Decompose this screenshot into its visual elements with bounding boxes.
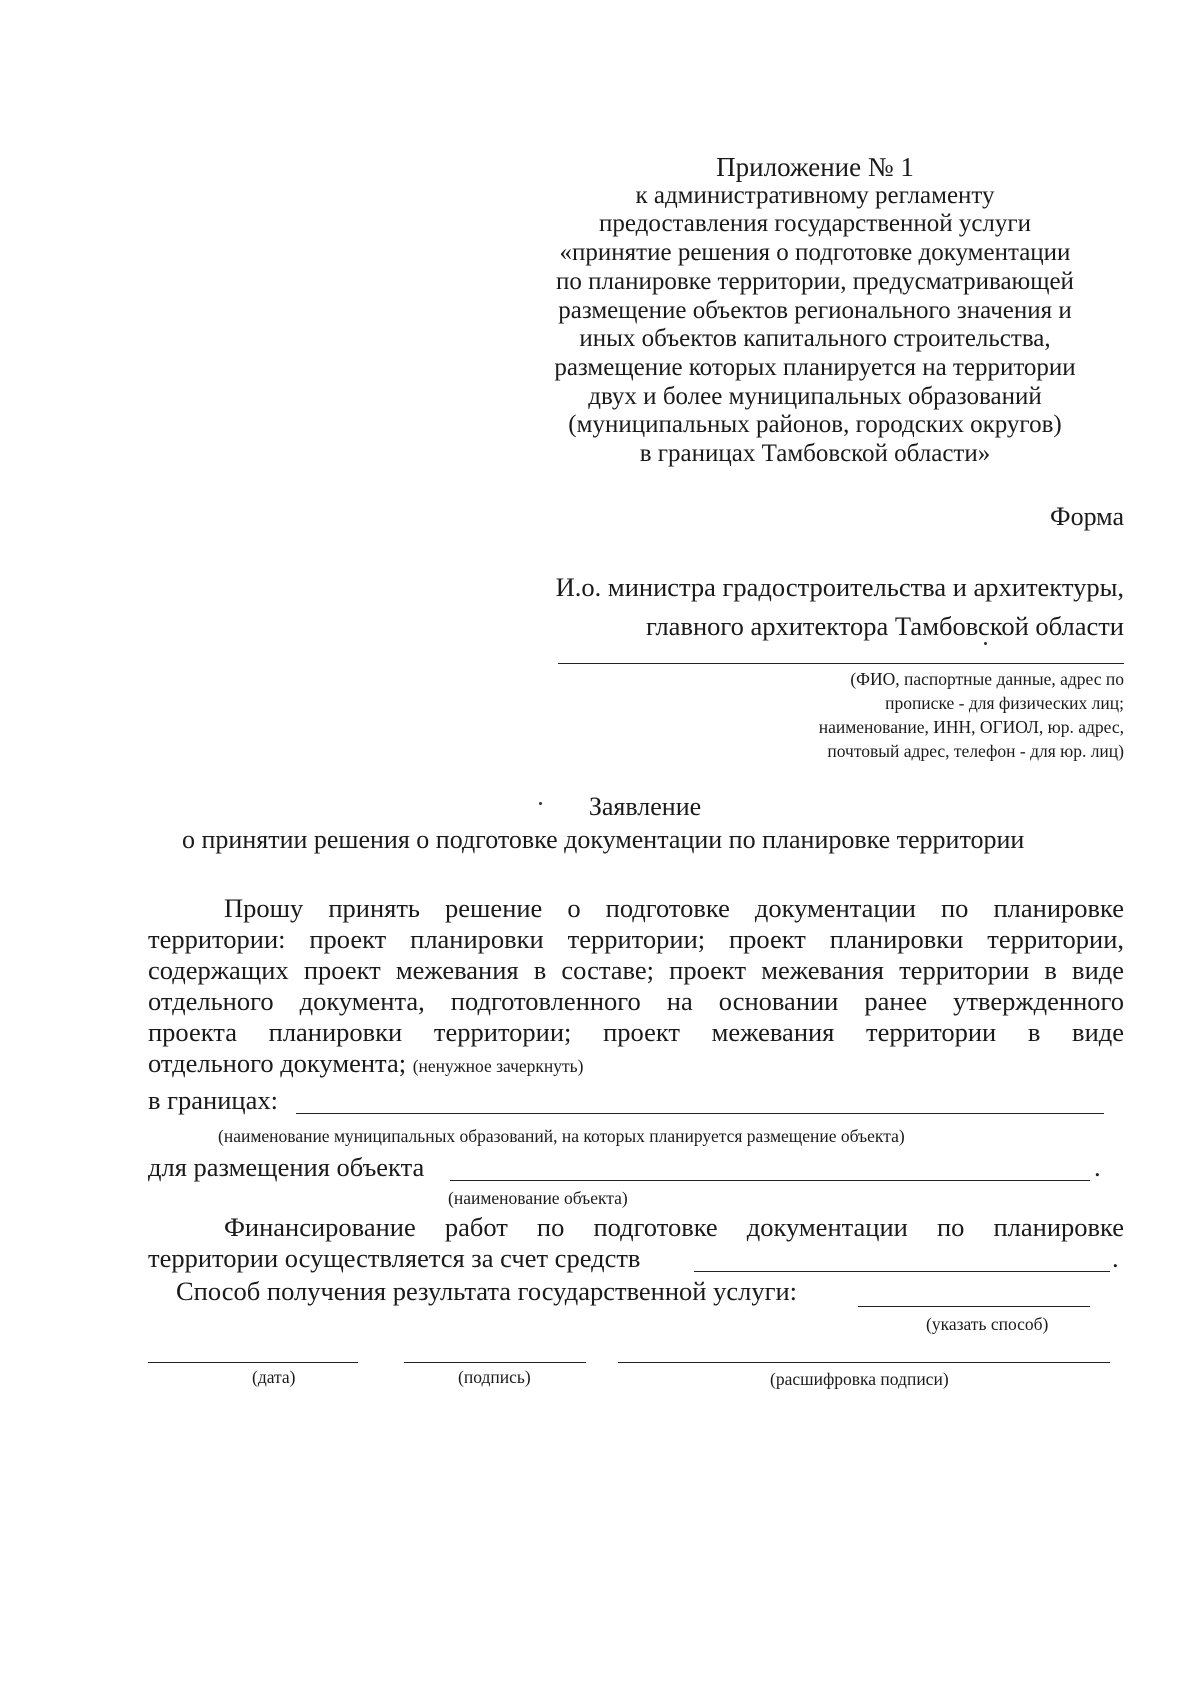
object-note: (наименование объекта)	[448, 1188, 628, 1208]
applicant-note-line: наименование, ИНН, ОГИОЛ, юр. адрес,	[818, 717, 1124, 737]
body-line: Прошу принять решение о подготовке документации по планировке	[224, 893, 1124, 923]
applicant-note-line: (ФИО, паспортные данные, адрес по	[850, 669, 1124, 689]
method-note: (указать способ)	[926, 1314, 1049, 1334]
body-line: содержащих проект межевания в составе; проект межевания территории в виде	[148, 955, 1124, 985]
appendix-line: размещение которых планируется на территории	[554, 353, 1076, 381]
applicant-note-line: прописке - для физических лиц;	[885, 693, 1124, 713]
date-note: (дата)	[252, 1367, 296, 1387]
appendix-line: Приложение № 1	[716, 152, 914, 182]
bounds-label: в границах:	[148, 1085, 278, 1115]
form-label: Форма	[1050, 502, 1124, 531]
signature-note: (подпись)	[458, 1367, 531, 1387]
method-field-line[interactable]	[858, 1306, 1090, 1307]
object-period: .	[1094, 1152, 1101, 1182]
bounds-note: (наименование муниципальных образований, на которых планируется размещение объекта)	[218, 1126, 905, 1146]
finance-line: Финансирование работ по подготовке документации по планировке	[224, 1212, 1124, 1242]
statement-subtitle: о принятии решения о подготовке документации по планировке территории	[182, 825, 1025, 854]
appendix-line: «принятие решения о подготовке документации	[559, 239, 1071, 267]
appendix-line: к административному регламенту	[635, 181, 995, 209]
applicant-field-line[interactable]	[558, 663, 1124, 664]
body-line-last	[148, 1048, 1124, 1082]
addressee-block	[556, 568, 1124, 646]
signature-decode-field-line[interactable]	[618, 1362, 1110, 1363]
body-line: проекта планировки территории; проект межевания территории в виде	[148, 1017, 1124, 1047]
appendix-line: иных объектов капитального строительства,	[579, 325, 1051, 353]
finance-field-line[interactable]	[694, 1271, 1110, 1272]
appendix-line: по планировке территории, предусматривающей	[556, 267, 1074, 295]
signature-decode-note: (расшифровка подписи)	[770, 1369, 949, 1389]
statement-title: Заявление	[588, 792, 702, 821]
signature-field-line[interactable]	[404, 1362, 586, 1363]
applicant-note	[819, 667, 1124, 763]
request-paragraph	[148, 893, 1124, 1082]
appendix-line: двух и более муниципальных образований	[588, 382, 1042, 410]
applicant-note-line: почтовый адрес, телефон - для юр. лиц)	[827, 741, 1124, 761]
appendix-line: размещение объектов регионального значения и	[558, 296, 1072, 324]
appendix-line: (муниципальных районов, городских округов)	[568, 411, 1062, 439]
appendix-line: предоставления государственной услуги	[598, 210, 1032, 238]
body-line: территории: проект планировки территории; проект планировки территории,	[148, 924, 1124, 954]
finance-period: .	[1112, 1243, 1119, 1273]
body-line: отдельного документа;	[148, 1048, 407, 1078]
strike-note: (ненужное зачеркнуть)	[412, 1056, 584, 1076]
object-field-line[interactable]	[450, 1180, 1090, 1181]
appendix-header	[500, 153, 1130, 469]
method-label: Способ получения результата государственной услуги:	[176, 1276, 798, 1306]
body-line: отдельного документа, подготовленного на основании ранее утвержденного	[148, 986, 1124, 1016]
scan-speck	[984, 642, 987, 645]
object-label: для размещения объекта	[148, 1152, 425, 1182]
addressee-line: главного архитектора Тамбовской области	[645, 611, 1124, 641]
appendix-line: в границах Тамбовской области»	[639, 440, 991, 468]
bounds-field-line[interactable]	[296, 1113, 1104, 1114]
addressee-line: И.о. министра градостроительства и архитектуры,	[555, 572, 1124, 602]
finance-line: территории осуществляется за счет средств	[148, 1243, 641, 1273]
date-field-line[interactable]	[148, 1362, 358, 1363]
